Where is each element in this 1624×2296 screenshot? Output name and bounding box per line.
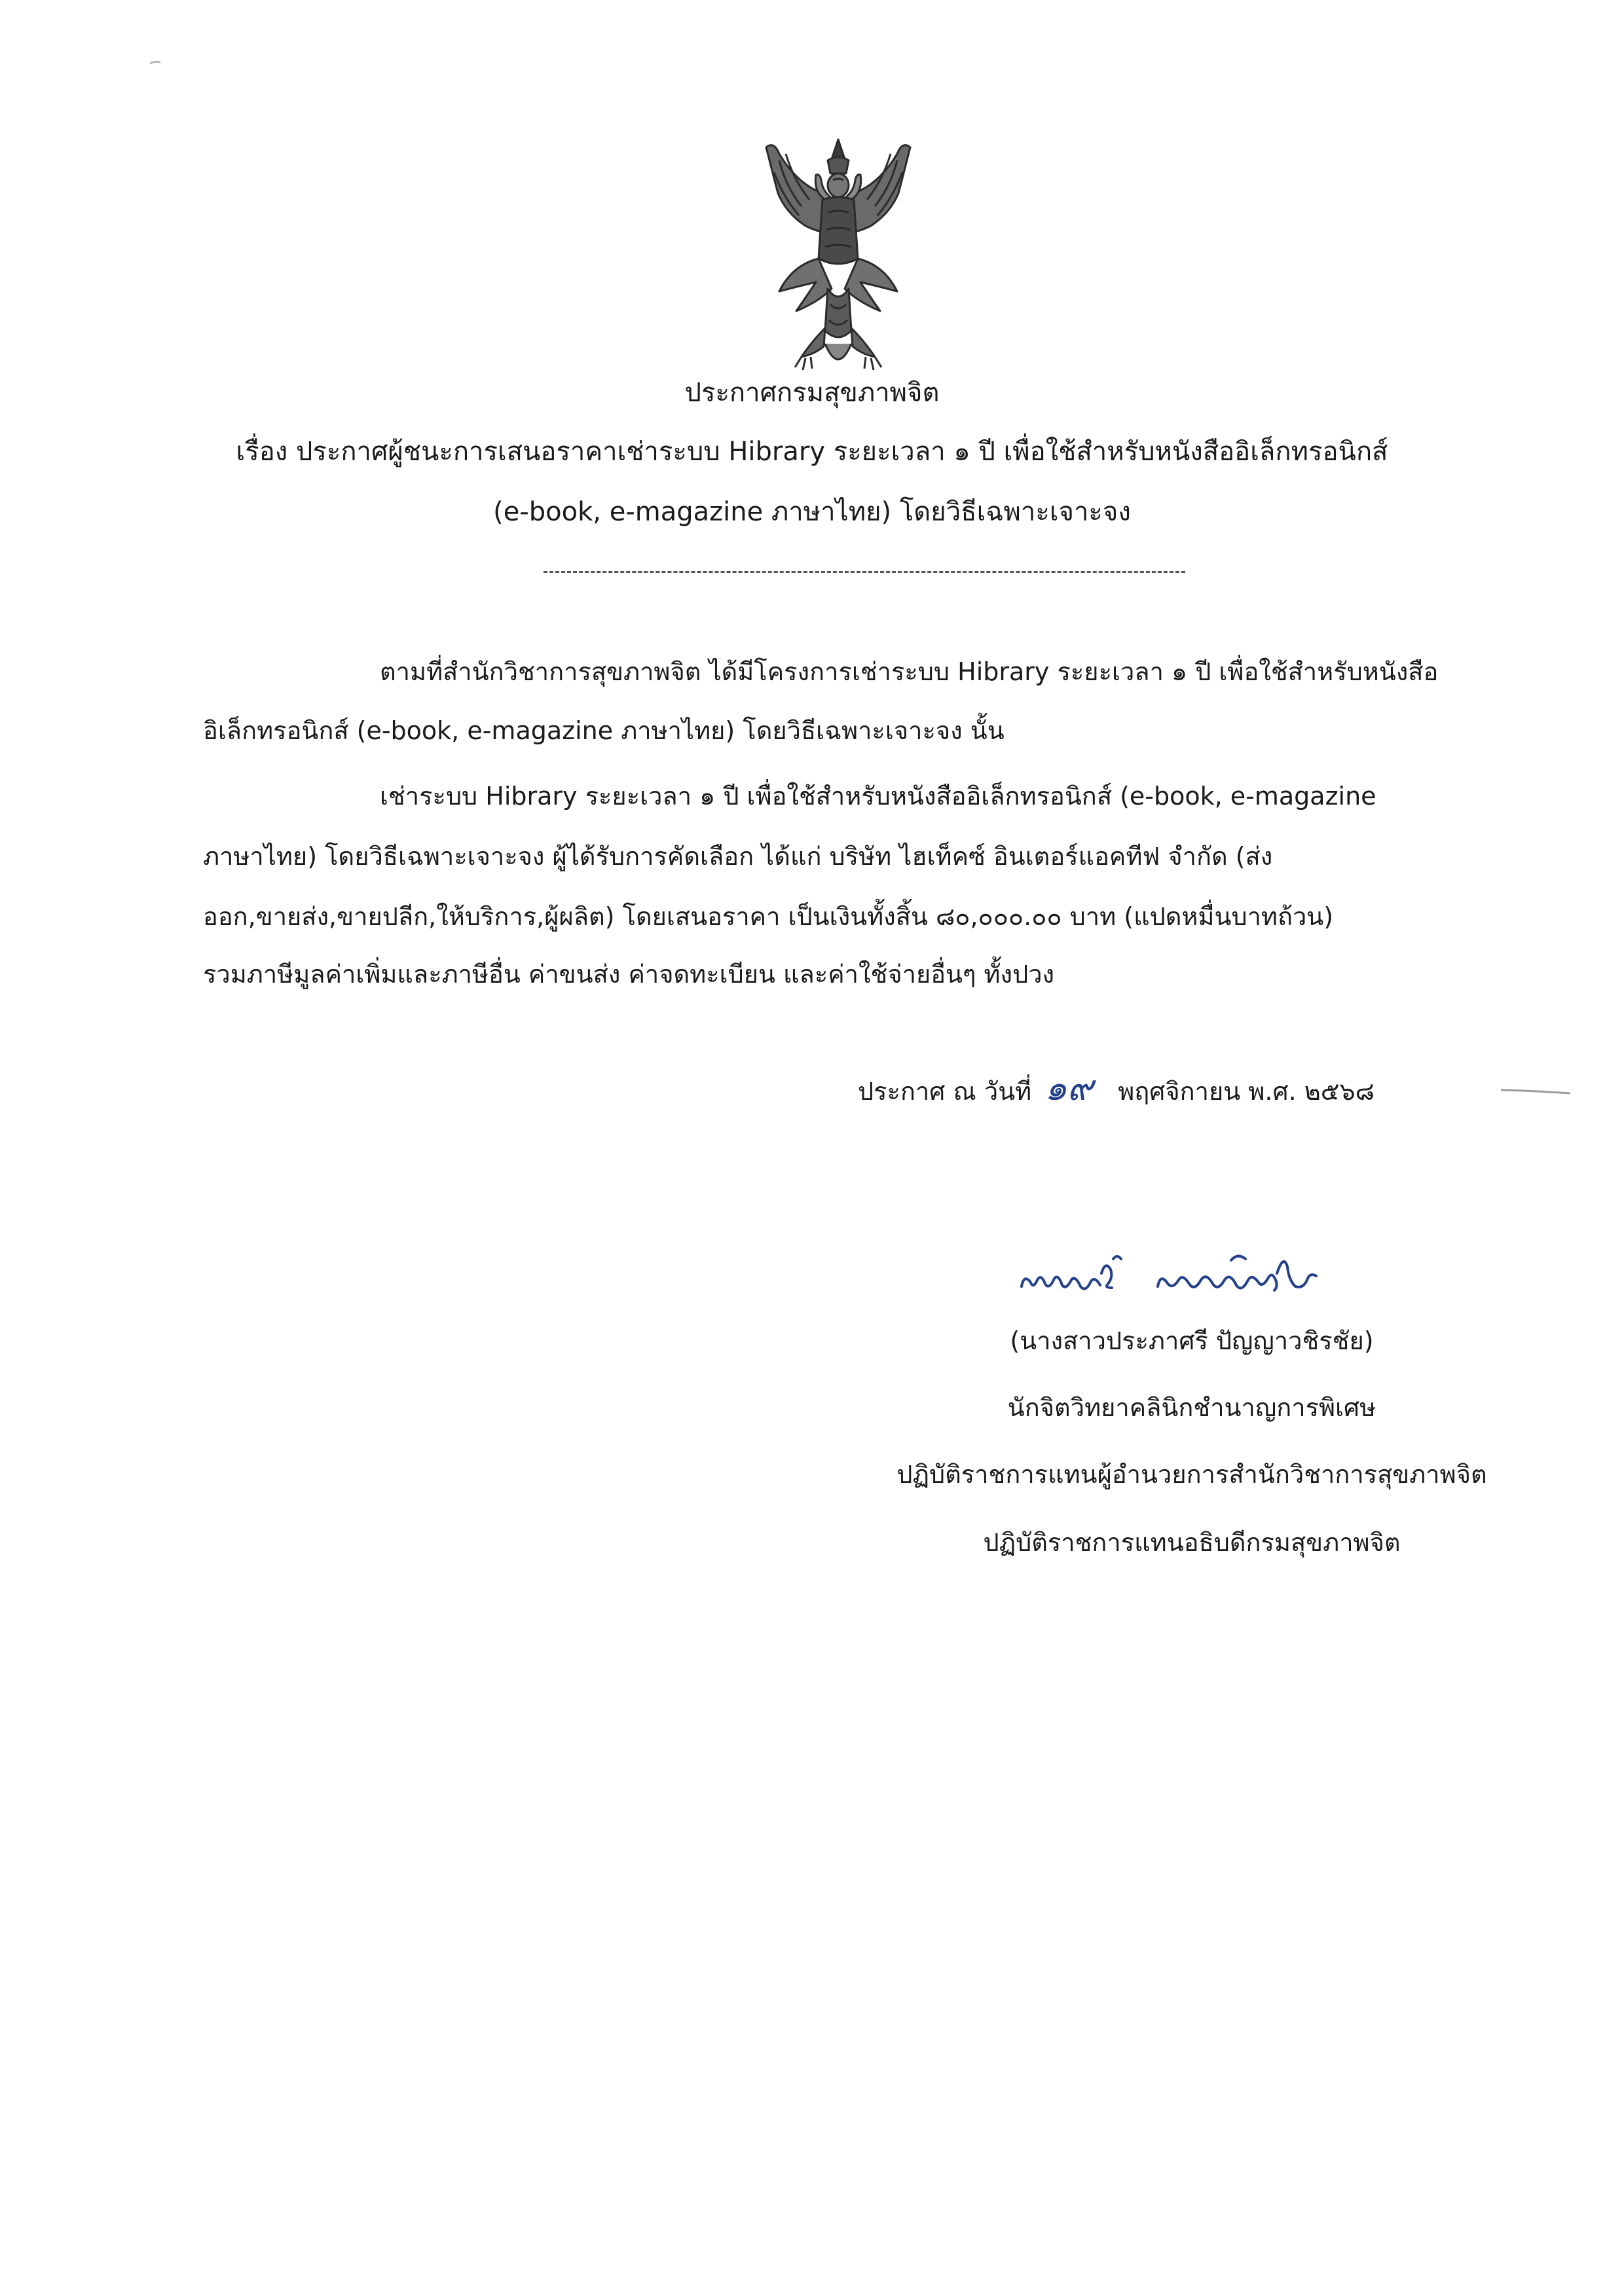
- handwritten-day: ๑๙: [1044, 1067, 1094, 1108]
- handwritten-signature: [1015, 1247, 1329, 1306]
- date-month-year: พฤศจิกายน พ.ศ. ๒๕๖๘: [1118, 1077, 1375, 1106]
- signatory-name: (นางสาวประภาศรี ปัญญาวชิรชัย): [1010, 1326, 1374, 1355]
- date-prefix: ประกาศ ณ วันที่: [858, 1077, 1032, 1106]
- paragraph-1-line-2: อิเล็กทรอนิกส์ (e-book, e-magazine ภาษาไทย) โดยวิธีเฉพาะเจาะจง นั้น: [203, 716, 1005, 745]
- paragraph-2-line-1: เช่าระบบ Hibrary ระยะเวลา ๑ ปี เพื่อใช้สำหรับหนังสืออิเล็กทรอนิกส์ (e-book, e-magazine: [380, 782, 1376, 811]
- scan-speck: [149, 60, 161, 65]
- subject-line-2: (e-book, e-magazine ภาษาไทย) โดยวิธีเฉพาะเจาะจง: [493, 497, 1131, 527]
- signatory-position: นักจิตวิทยาคลินิกชำนาญการพิเศษ: [1007, 1393, 1376, 1422]
- subject-line-1: เรื่อง ประกาศผู้ชนะการเสนอราคาเช่าระบบ Hibrary ระยะเวลา ๑ ปี เพื่อใช้สำหรับหนังสืออิเล็กทรอนิกส์: [236, 437, 1388, 467]
- garuda-emblem-icon: [760, 134, 917, 376]
- agency-title: ประกาศกรมสุขภาพจิต: [684, 378, 940, 408]
- announcement-date: [858, 1068, 1375, 1111]
- paragraph-2-line-2: ภาษาไทย) โดยวิธีเฉพาะเจาะจง ผู้ได้รับการคัดเลือก ได้แก่ บริษัท ไฮเท็คซ์ อินเตอร์แอคทีฟ จำกัด (ส่ง: [203, 842, 1273, 871]
- signatory-acting-1: ปฏิบัติราชการแทนผู้อำนวยการสำนักวิชาการสุขภาพจิต: [896, 1460, 1487, 1489]
- paragraph-1-line-1: ตามที่สำนักวิชาการสุขภาพจิต ได้มีโครงการเช่าระบบ Hibrary ระยะเวลา ๑ ปี เพื่อใช้สำหรับหนังสือ: [380, 657, 1439, 686]
- paragraph-2-line-3: ออก,ขายส่ง,ขายปลีก,ให้บริการ,ผู้ผลิต) โดยเสนอราคา เป็นเงินทั้งสิ้น ๘๐,๐๐๐.๐๐ บาท (แปดหมื่นบาทถ้วน): [203, 902, 1334, 931]
- scan-mark: [1500, 1088, 1572, 1095]
- paragraph-2-line-4: รวมภาษีมูลค่าเพิ่มและภาษีอื่น ค่าขนส่ง ค่าจดทะเบียน และค่าใช้จ่ายอื่นๆ ทั้งปวง: [203, 960, 1055, 989]
- signatory-acting-2: ปฏิบัติราชการแทนอธิบดีกรมสุขภาพจิต: [983, 1528, 1401, 1557]
- header-divider: [544, 571, 1185, 573]
